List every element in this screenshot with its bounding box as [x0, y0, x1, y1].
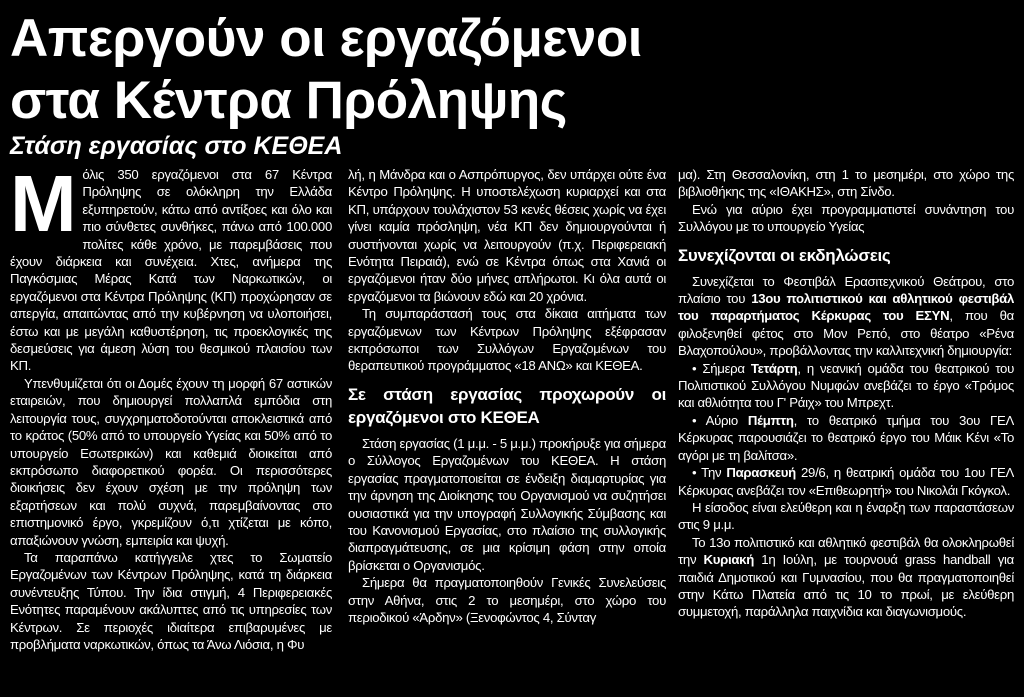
paragraph: Τα παραπάνω κατήγγειλε χτες το Σωματείο Εργαζομένων των Κέντρων Πρόληψης, κατά τη διάρκεια συνέντευξης Τύπου. Την ίδια στιγμή, 4 Περιφερειακές Ενότητες παραμένουν ακάλυπτες από τις υπηρεσίες των Κέντρων. Σε περιοχές ιδιαίτερα επιβαρυμένες με προβλήματα ναρκωτικών, όπως τα Άνω Λιόσια, η Φυ	[10, 549, 332, 652]
day-bold: Τετάρτη	[750, 360, 798, 376]
text-run: , η νεανική ομάδα του θεατρικού του Πολιτιστικού Συλλόγου Νυμφών ανεβάζει το έργο «Τρόμος και αθλιότητα του Γ' Ράιχ» του Μπρεχτ.	[678, 360, 1014, 411]
article-column-1	[10, 166, 332, 697]
drop-cap: Μ	[10, 166, 77, 248]
text-run: • Σήμερα	[692, 360, 751, 376]
paragraph: Σήμερα θα πραγματοποιηθούν Γενικές Συνελεύσεις στην Αθήνα, στις 2 το μεσημέρι, στο χώρο του περιοδικού «Άρδην» (Ξενοφώντος 4, Σύνταγ	[348, 575, 666, 625]
text-run: 1η Ιούλη, με τουρνουά grass handball για παιδιά Δημοτικού και Γυμνασίου, που θα πραγματοποιηθεί στην Κάτω Πλατεία από τις 10 το πρωί, με ελεύθερη συμμετοχή, παράλληλα παιχνίδια και διαγωνισμούς.	[678, 552, 1014, 620]
text-run: Το 13ο πολιτιστικό και αθλητικό φεστιβάλ θα ολοκληρωθεί την	[678, 534, 1014, 568]
text-run: 29/6, η θεατρική ομάδα του 1ου ΓΕΛ Κέρκυρας ανεβάζει τον «Επιθεωρητή» του Νικολάι Γκόγκολ.	[678, 465, 1014, 498]
text-run: , που θα φιλοξενηθεί φέτος στο Μον Ρεπό, στο θέατρο «Ρένα Βλαχοπούλου», προβάλλοντας την καλλιτεχνική δημιουργία:	[678, 308, 1014, 359]
day-bold: Παρασκευή	[726, 465, 796, 481]
event-bullet	[678, 464, 1014, 499]
paragraph: Τη συμπαράστασή τους στα δίκαια αιτήματα των εργαζόμενων των Κέντρων Πρόληψης εξέφρασαν εκπρόσωποι των Συλλόγων Εργαζομένων του θεραπευτικού προγράμματος «18 ΑΝΩ» και ΚΕΘΕΑ.	[348, 306, 666, 374]
section-heading-events: Συνεχίζονται οι εκδηλώσεις	[678, 245, 891, 265]
day-bold: Πέμπτη	[747, 412, 794, 428]
festival-name-bold: 13ου πολιτιστικού και αθλητικού φεστιβάλ του παραρτήματος Κέρκυρας του ΕΣΥΝ	[678, 291, 1014, 324]
closing-paragraph	[678, 534, 1014, 621]
text-run: • Την	[692, 465, 727, 481]
paragraph: Στάση εργασίας (1 μ.μ. - 5 μ.μ.) προκήρυξε για σήμερα ο Σύλλογος Εργαζομένων του ΚΕΘΕΑ. Η στάση εργασίας πραγματοποιείται σε ένδειξη διαμαρτυρίας για την άρνηση της Διοίκησης του Οργανισμού να συζητήσει ουσιαστικά για την υπογραφή Συλλογικής Σύμβασης και του Κανονισμού Εργασίας, στο πλαίσιο της συλλογικής διαπραγμάτευσης, σε μια κρίσιμη φάση στην οποία βρίσκεται ο Οργανισμός.	[348, 435, 666, 573]
paragraph: μα). Στη Θεσσαλονίκη, στη 1 το μεσημέρι, στο χώρο της βιβλιοθήκης της «ΙΘΑΚΗΣ», στη Σίνδο.	[678, 167, 1014, 200]
headline: Απεργούν οι εργαζόμενοι στα Κέντρα Πρόληψης	[10, 9, 642, 130]
paragraph: Ενώ για αύριο έχει προγραμματιστεί συνάντηση του Συλλόγου με το υπουργείο Υγείας	[678, 201, 1014, 235]
text-run: • Αύριο	[692, 412, 748, 428]
article-column-3	[678, 166, 1014, 697]
section-heading-kethea: Σε στάση εργασίας προχωρούν οι εργαζόμενοι στο ΚΕΘΕΑ	[348, 384, 666, 427]
festival-paragraph	[678, 273, 1014, 360]
subheadline: Στάση εργασίας στο ΚΕΘΕΑ	[10, 132, 343, 160]
event-bullet	[678, 360, 1014, 412]
paragraph: Η είσοδος είναι ελεύθερη και η έναρξη των παραστάσεων στις 9 μ.μ.	[678, 499, 1014, 533]
day-bold: Κυριακή	[703, 552, 754, 568]
article-column-2	[348, 166, 666, 697]
paragraph: λή, η Μάνδρα και ο Ασπρόπυργος, δεν υπάρχει ούτε ένα Κέντρο Πρόληψης. Η υποστελέχωση κυριαρχεί και στα ΚΠ, υπάρχουν τουλάχιστον 53 κενές θέσεις χωρίς να έχει γίνει καμία πρόσληψη, νέα ΚΠ δεν δημιουργούνται ή συστήνονται χωρίς να λειτουργούν (π.χ. Περιφερειακή Ενότητα Πειραιά), ενώ σε Κέντρα όπως στα Χανιά οι εργαζόμενοι ήταν δύο μήνες απλήρωτοι. Κι όλα αυτά οι εργαζόμενοι τα βιώνουν εδώ και 20 χρόνια.	[348, 167, 666, 304]
text-run: , το θεατρικό τμήμα του 3ου ΓΕΛ Κέρκυρας παρουσιάζει το θεατρικό έργο του Μάικ Κένι «Το αγόρι με τη βαλίτσα».	[678, 412, 1014, 463]
lead-text: όλις 350 εργαζόμενοι στα 67 Κέντρα Πρόληψης σε ολόκληρη την Ελλάδα εξυπηρετούν, κάτω από αντίξοες και όλο και πιο σύνθετες συνθήκες, πάνω από 100.000 πολίτες κάθε χρόνο, με παρεμβάσεις που έχουν διάρκεια και συνέχεια. Χτες, ανήμερα της Παγκόσμιας Μέρας Κατά των Ναρκωτικών, οι εργαζόμενοι στα Κέντρα Πρόληψης (ΚΠ) προχώρησαν σε απεργία, απαιτώντας από την κυβέρνηση να υλοποιήσει, έστω και με μεγάλη καθυστέρηση, τις προεκλογικές της δεσμεύσεις για άμεση λύση του θεσμικού πλαισίου των ΚΠ.	[10, 167, 332, 374]
paragraph: Υπενθυμίζεται ότι οι Δομές έχουν τη μορφή 67 αστικών εταιρειών, που δημιουργεί πολλαπλά εμπόδια στη λειτουργία τους, συγχρηματοδοτούνται αποκλειστικά από το κράτος (50% από το υπουργείο Υγείας και 50% από το υπουργείο Εσωτερικών) και καθεμιά διοικείται από εκπρόσωπο διαφορετικού φορέα. Οι περισσότερες διοικήσεις δεν έχουν σχέση με την πρόληψη των εξαρτήσεων και πολύ συχνά, παρεμβαίνοντας στο επιστημονικό έργο, γκρεμίζουν ό,τι χτίζεται με κόπο, απαξιώνουν γνώση, εμπειρία και ψυχή.	[10, 375, 332, 548]
text-run: Συνεχίζεται το Φεστιβάλ Ερασιτεχνικού Θεάτρου, στο πλαίσιο του	[678, 273, 1014, 307]
event-bullet	[678, 412, 1014, 464]
lead-paragraph	[10, 166, 332, 375]
